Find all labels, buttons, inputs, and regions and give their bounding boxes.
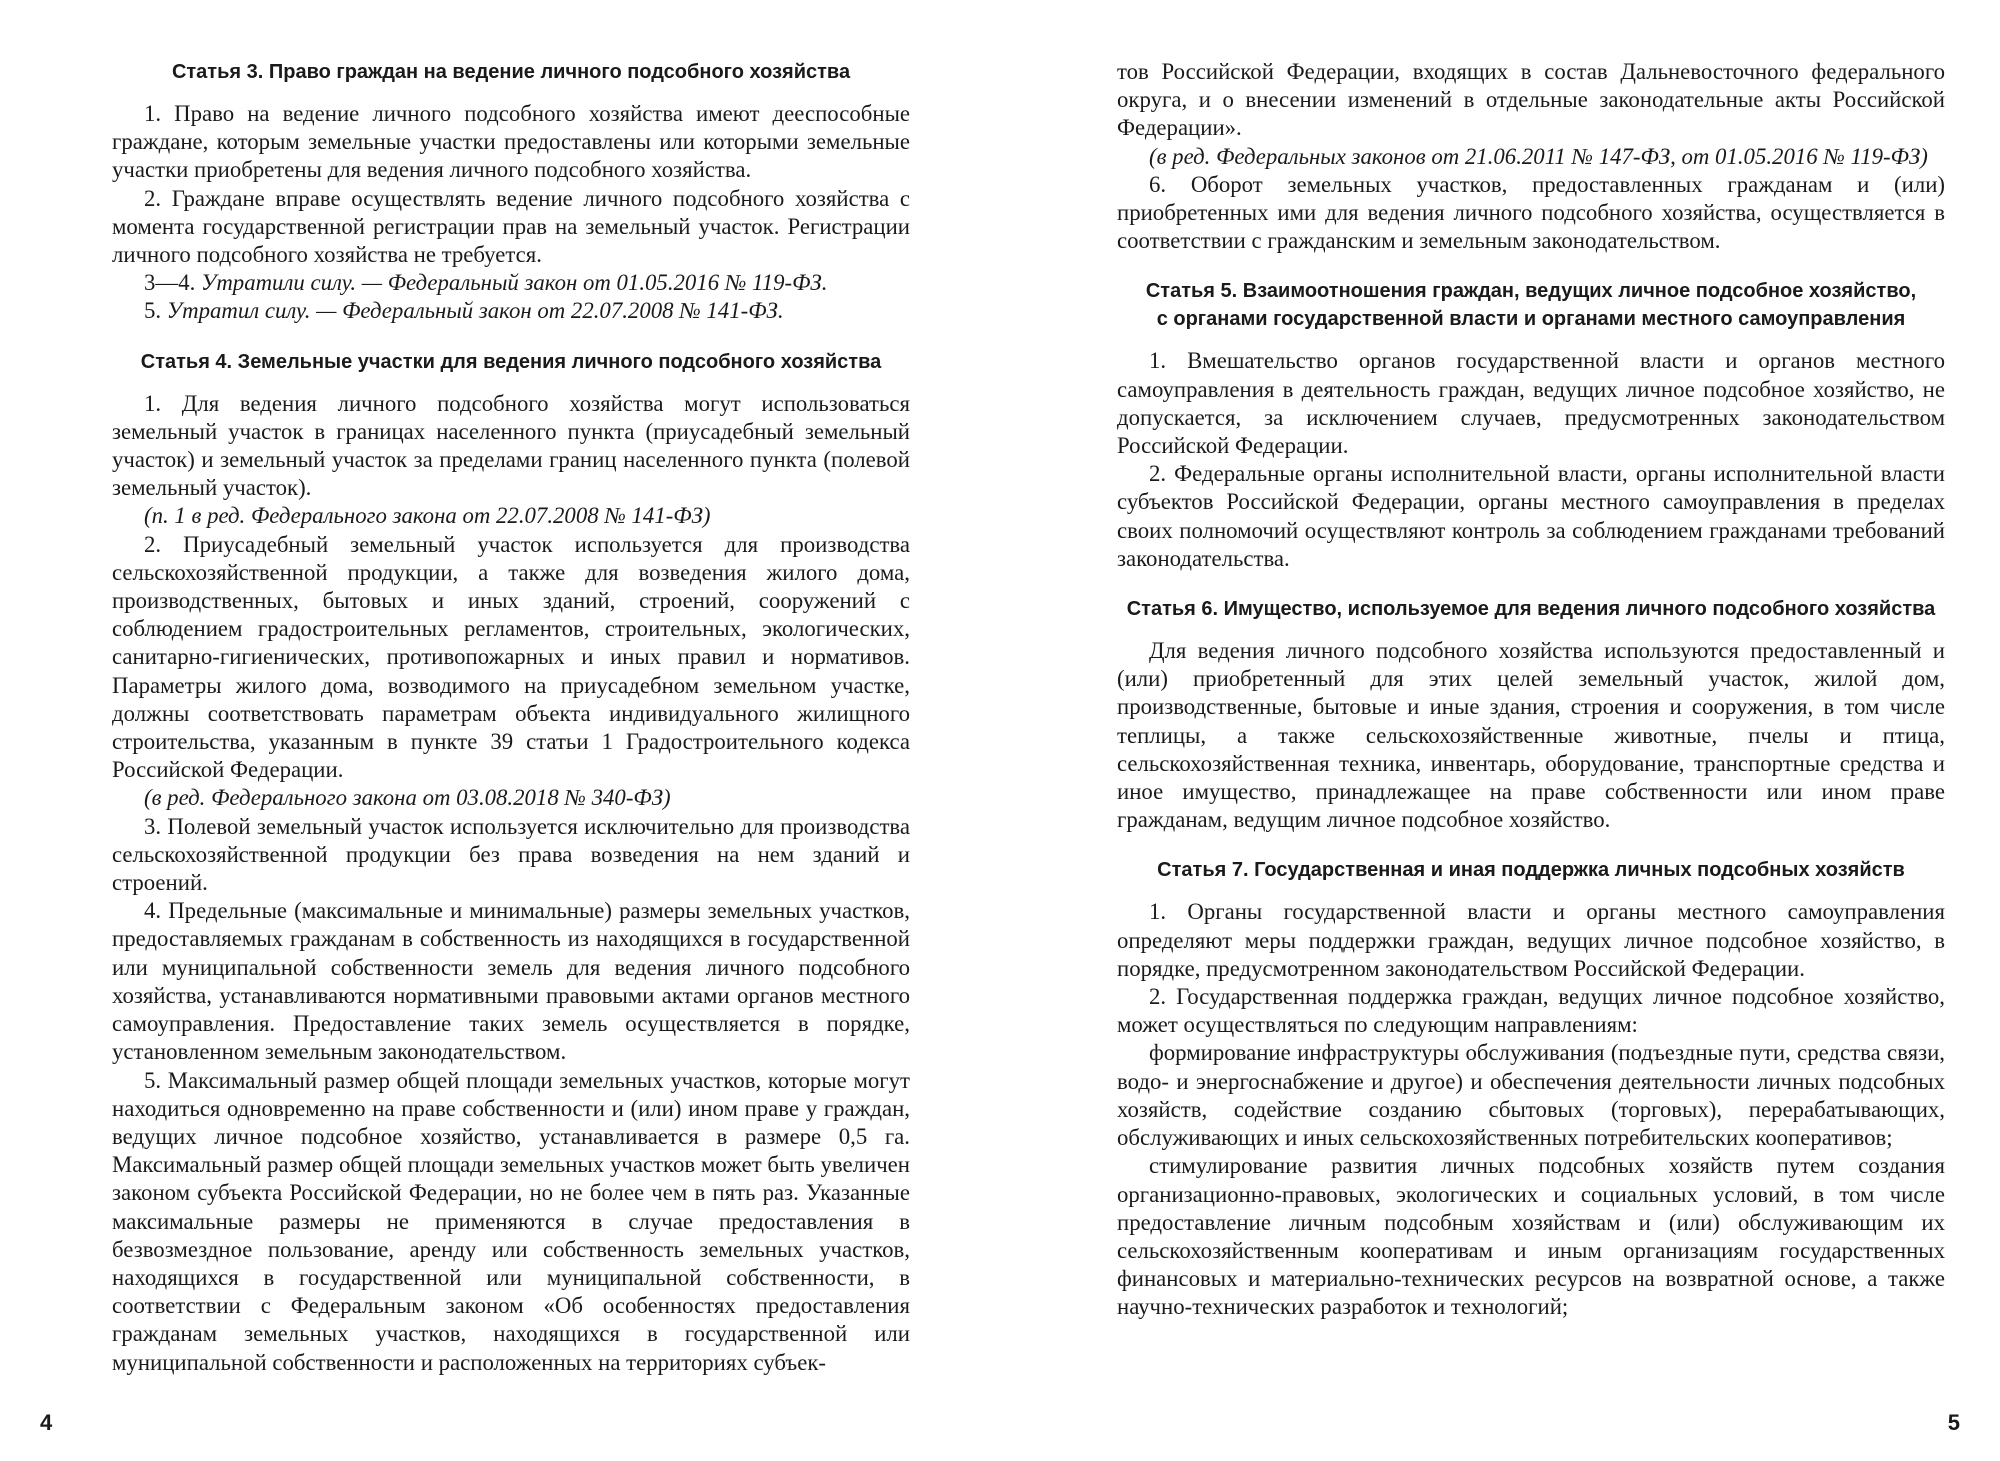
article-4-paragraph-3: 3. Полевой земельный участок используется исключительно для производства сельскохозяйственной продукции без права возведения на нем зданий и строений.: [112, 813, 910, 896]
article-3-heading: Статья 3. Право граждан на ведение личного подсобного хозяйства: [171, 61, 851, 83]
continuation-amendment-note: (в ред. Федеральных законов от 21.06.2011 № 147-ФЗ, от 01.05.2016 № 119-ФЗ): [1149, 143, 1928, 169]
article-4-amendment-note-2: (в ред. Федерального закона от 03.08.2018 № 340-ФЗ): [144, 785, 671, 811]
article-7-paragraph-1: 1. Органы государственной власти и органы местного самоуправления определяют меры поддержки граждан, ведущих личное подсобное хозяйство, в порядке, предусмотренном законодательством Российской Федерации.: [1117, 899, 1945, 981]
article-5-paragraph-2: 2. Федеральные органы исполнительной власти, органы исполнительной власти субъектов Российской Федерации, органы местного самоуправления в пределах своих полномочий осуществляют контроль за соблюдением гражданами требований законодательства.: [1117, 461, 1945, 571]
article-6-heading: Статья 6. Имущество, используемое для ведения личного подсобного хозяйства: [1126, 598, 1936, 621]
article-4-paragraph-2: 2. Приусадебный земельный участок используется для производства сельскохозяйственной продукции, а также для возведения жилого дома, производственных, бытовых и иных зданий, строений, сооружений с соблюдением градостроительных регламентов, строительных, экологических, санитарно-гигиенических, противопожарных и иных правил и нормативов. Параметры жилого дома, возводимого на приусадебном земельном участке, должны соответствовать параметрам объекта индивидуального жилищного строительства, указанным в пункте 39 статьи 1 Градостроительного кодекса Российской Федерации.: [112, 531, 910, 783]
article-4-paragraph-1: 1. Для ведения личного подсобного хозяйства могут использоваться земельный участок в границах населенного пункта (приусадебный земельный участок) и земельный участок за пределами границ населенного пункта (полевой земельный участок).: [112, 390, 910, 501]
article-5-heading: [1117, 277, 1945, 333]
repealed-note: Утратили силу. — Федеральный закон от 01.05.2016 № 119-ФЗ.: [201, 270, 828, 296]
paragraph-number: 5.: [144, 298, 167, 324]
article-5-paragraph-1: 1. Вмешательство органов государственной власти и органов местного самоуправления в деятельность граждан, ведущих личное подсобное хозяйство, не допускается, за исключением случаев, предусмотренных законодательством Российской Федерации.: [1117, 348, 1945, 459]
page-number-left: 4: [40, 1410, 53, 1435]
article-3-paragraph-3-4: [112, 269, 910, 297]
article-4-heading: Статья 4. Земельные участки для ведения личного подсобного хозяйства: [140, 350, 882, 373]
article-3-paragraph-2: 2. Граждане вправе осуществлять ведение личного подсобного хозяйства с момента государственной регистрации прав на земельный участок. Регистрации личного подсобного хозяйства не требуется.: [112, 185, 910, 268]
article-5-heading-line-2: с органами государственной власти и органами местного самоуправления: [1156, 308, 1906, 331]
article-4-amendment-note-1: (п. 1 в ред. Федерального закона от 22.07.2008 № 141-ФЗ): [144, 503, 711, 529]
repealed-note: Утратил силу. — Федеральный закон от 22.07.2008 № 141-ФЗ.: [166, 298, 784, 324]
article-7-direction-2: стимулирование развития личных подсобных хозяйств путем создания организационно-правовых, экологических и социальных условий, в том числе предоставление личным подсобным хозяйствам и (или) обслуживающим их сельскохозяйственным кооперативам и иным организациям государственных финансовых и материально-технических ресурсов на возвратной основе, а также научно-технических разработок и технологий;: [1117, 1153, 1945, 1320]
article-4-paragraph-5: 5. Максимальный размер общей площади земельных участков, которые могут находиться одновременно на праве собственности и (или) ином праве у граждан, ведущих личное подсобное хозяйство, устанавливается в размере 0,5 га. Максимальный размер общей площади земельных участков может быть увеличен законом субъекта Российской Федерации, но не более чем в пять раз. Указанные максимальные размеры не применяются в случае предоставления в безвозмездное пользование, аренду или собственность земельных участков, находящихся в государственной или муниципальной собственности, в соответствии с Федеральным законом «Об особенностях предоставления гражданам земельных участков, находящихся в государственной или муниципальной собственности и расположенных на территориях субъек-: [112, 1067, 910, 1375]
article-7-direction-1: формирование инфраструктуры обслуживания (подъездные пути, средства связи, водо- и энергоснабжение и другое) и обеспечения деятельности личных подсобных хозяйств, содействие созданию сбытовых (торговых), перерабатывающих, обслуживающих и иных сельскохозяйственных потребительских кооперативов;: [1117, 1040, 1945, 1151]
paragraph-number: 3—4.: [144, 270, 201, 296]
article-5-heading-line-1: Статья 5. Взаимоотношения граждан, ведущих личное подсобное хозяйство,: [1145, 280, 1917, 303]
right-page: [1000, 0, 2000, 1461]
continuation-text: тов Российской Федерации, входящих в состав Дальневосточного федерального округа, и о внесении изменений в отдельные законодательные акты Российской Федерации».: [1117, 59, 1945, 141]
page-number-right: 5: [1947, 1410, 1960, 1435]
article-7-heading: Статья 7. Государственная и иная поддержка личных подсобных хозяйств: [1157, 859, 1905, 882]
article-6-paragraph-1: Для ведения личного подсобного хозяйства используются предоставленный и (или) приобретенный для этих целей земельный участок, жилой дом, производственные, бытовые и иные здания, строения и сооружения, в том числе теплицы, а также сельскохозяйственные животные, пчелы и птица, сельскохозяйственная техника, инвентарь, оборудование, транспортные средства и иное имущество, принадлежащее на праве собственности или ином праве гражданам, ведущим личное подсобное хозяйство.: [1117, 638, 1945, 833]
article-3-paragraph-5: [112, 297, 910, 325]
article-3-paragraph-1: 1. Право на ведение личного подсобного хозяйства имеют дееспособные граждане, которым земельные участки предоставлены или которыми земельные участки приобретены для ведения личного подсобного хозяйства.: [112, 101, 910, 183]
article-4-paragraph-4: 4. Предельные (максимальные и минимальные) размеры земельных участков, предоставляемых гражданам в собственность из находящихся в государственной или муниципальной собственности земель для ведения личного подсобного хозяйства, устанавливаются нормативными правовыми актами органов местного самоуправления. Предоставление таких земель осуществляется в порядке, установленном земельным законодательством.: [112, 898, 910, 1065]
article-4-paragraph-6: 6. Оборот земельных участков, предоставленных гражданам и (или) приобретенных ими для ведения личного подсобного хозяйства, осуществляется в соответствии с гражданским и земельным законодательством.: [1117, 171, 1945, 254]
article-7-paragraph-2: 2. Государственная поддержка граждан, ведущих личное подсобное хозяйство, может осуществляться по следующим направлениям:: [1117, 984, 1945, 1038]
